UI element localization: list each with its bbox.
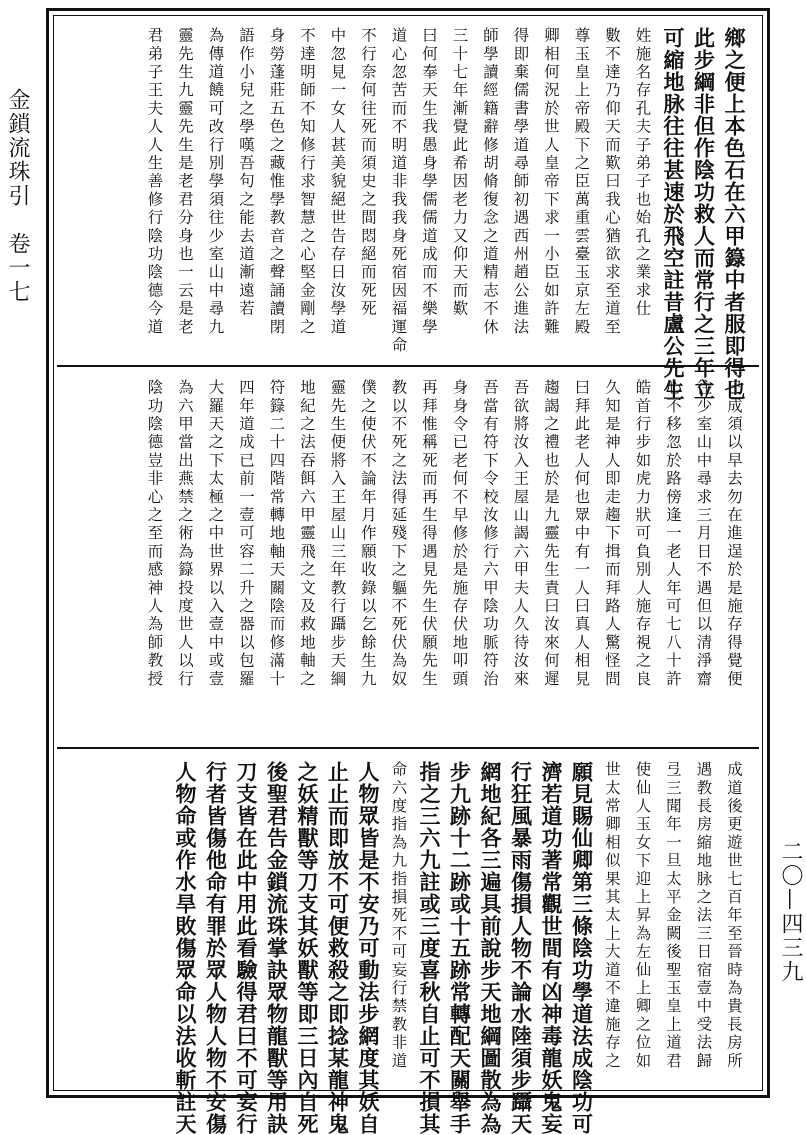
text-column: 符籙二十四階常轉地軸天關陰而修滿十 [267,379,286,689]
text-column: 可縮地脉往往甚速於飛空註昔盧公先生 [661,27,686,401]
text-column: 止止而即放不可便救殺之即捻某龍神鬼 [325,761,351,1135]
text-column: 遇教長房縮地脉之法三日宿壹中受法歸 [694,761,713,1071]
text-column: 趨謁之禮也於是九靈先生責曰汝來何遲 [542,379,560,689]
panel-divider [57,747,759,749]
text-column: 久知是神人即走趨下揖而拜路人驚怪問 [603,379,621,689]
text-column: 使仙人玉女下迎上昇為左仙上卿之位如 [633,761,652,1071]
text-column: 行狂風暴雨傷損人物不論水陸須步躡天 [508,761,534,1135]
text-column: 成道後更遊世七百年至晉時為貴長房所 [725,761,743,1071]
text-column: 鄉之便上本色石在六甲籙中者服即得也 [722,27,747,401]
text-column: 不行奈何往死而須史之間悶絕而死死 [359,27,377,319]
text-column: 曰拜此老人何也眾中有一人曰真人相見 [572,379,591,689]
text-column: 世太常卿相似果其太上大道不違施存之 [603,761,621,1071]
text-column: 君弟子王夫人人生善修行陰功陰德今道 [145,27,164,337]
text-column: 中忽見一女人甚美貌絕世告存日汝學道 [328,27,347,337]
text-column: 行者皆傷他命有罪於眾人物人物不安傷 [203,761,229,1135]
text-column: 人物命或作水旱敗傷眾命以法收斬註天 [173,761,198,1135]
text-column: 身身令已老何不早修於是施存伏地叩頭 [450,379,469,689]
text-panel-middle [57,373,759,743]
text-column: 往少室山中尋求三月日不遇但以清淨齋 [694,379,713,689]
text-panel-bottom [57,755,759,1135]
text-column: 語作小兒之學嘆吾句之能去道漸遠若 [237,27,255,319]
side-title: 金鎖流珠引 卷一七 [5,88,30,304]
text-column: 網地紀各三遍具前說步天地綱圖散為為 [478,761,503,1135]
text-column: 之妖精獸等刀支其妖獸等即三日內自死 [295,761,320,1135]
text-panel-top [57,21,759,401]
text-column: 已成須以早去勿在進逞於是施存得覺便 [725,379,743,689]
text-column: 為傳道饒可改行別學須往少室山中尋九 [206,27,225,337]
text-column: 身勞蓬莊五色之藏惟學教音之聲誦讀閉 [267,27,286,337]
text-column: 吾欲將汝入王屋山謁六甲夫人久待汝來 [511,379,530,689]
text-column: 數不達乃仰天而歎曰我心猶欲求至道至 [603,27,621,337]
text-column: 得即棄儒書學道尋師初遇西州趙公進法 [511,27,530,337]
text-column: 靈先生九靈先生是老君分身也一云是老 [176,27,194,337]
text-column: 師學讀經籍辭修胡脩復念之道精志不休 [481,27,499,337]
text-column: 靈先生便將入王屋山三年教行躡步天綱 [328,379,347,689]
text-column: 命六度指為九指損死不可妄行禁教非道 [389,761,408,1071]
text-column: 再拜惟稱死而再生得遇見先生伏願先生 [420,379,438,689]
text-column: 刀支皆在此中用此看驗得君曰不可妄行 [234,761,259,1135]
text-column: 道心忽苦而不明道非我我身死宿因福運命 [389,27,408,355]
text-column: 後聖君告金鎖流珠掌訣眾物龍獸等用訣 [264,761,290,1135]
text-column: 僕之使伏不論年月作願收錄以乞餘生九 [359,379,377,689]
page-number: 二〇—四三九 [778,840,803,984]
text-column: 為六甲當出燕禁之術為籙投度世人以行 [176,379,194,689]
text-column: 步九跡十二跡或十五跡常轉配天關舉手 [447,761,473,1135]
text-column: 吾當有符下令校汝修行六甲陰功脈符治 [481,379,499,689]
text-column: 濟若道功著常觀世間有凶神毒龍妖鬼妄 [539,761,564,1135]
text-column: 願見賜仙卿第三條陰功學道法成陰功可 [569,761,595,1135]
panel-divider [57,365,759,367]
text-column: 皓首行步如虎力狀可負別人施存視之良 [633,379,652,689]
text-column: 卿相何況於世人皇帝下求一小臣如許難 [542,27,560,337]
text-column: 地紀之法吞餌六甲靈飛之文及救地軸之 [298,379,316,689]
text-column: 心不移忽於路傍逢一老人年可七八十許 [664,379,682,689]
text-column: 不達明師不知修行求智慧之心堅金剛之 [298,27,316,337]
text-column: 大羅天之下太極之中世界以入壹中或壹 [206,379,225,689]
text-column: 四年道成已前一壹可容二升之器以包羅 [237,379,255,689]
text-column: 此步綱非但作陰功救人而常行之三年立 [691,27,717,401]
text-column: 指之三六九註或三度喜秋自止可不損其 [417,761,442,1135]
text-column: 姓施名存孔夫子弟子也始孔之業求仕 [633,27,652,319]
text-column: 曰何奉天生我愚身學儒儒道成而不樂學 [420,27,438,337]
page-frame [46,8,770,1135]
text-column: 陰功陰德豈非心之至而感神人為師教授 [145,379,164,689]
text-column: 人物眾皆是不安乃可動法步網度其妖自 [356,761,381,1135]
text-column: 尊玉皇上帝殿下之臣萬重雲臺玉京左殿 [572,27,591,337]
text-column: 教以不死之法得延殘下之軀不死伏為奴 [389,379,408,689]
text-column: 三十七年漸覺此希因老力又仰天而歎 [450,27,469,319]
text-column: 弖三聞年一旦太平金闕後聖玉皇上道君 [664,761,682,1071]
